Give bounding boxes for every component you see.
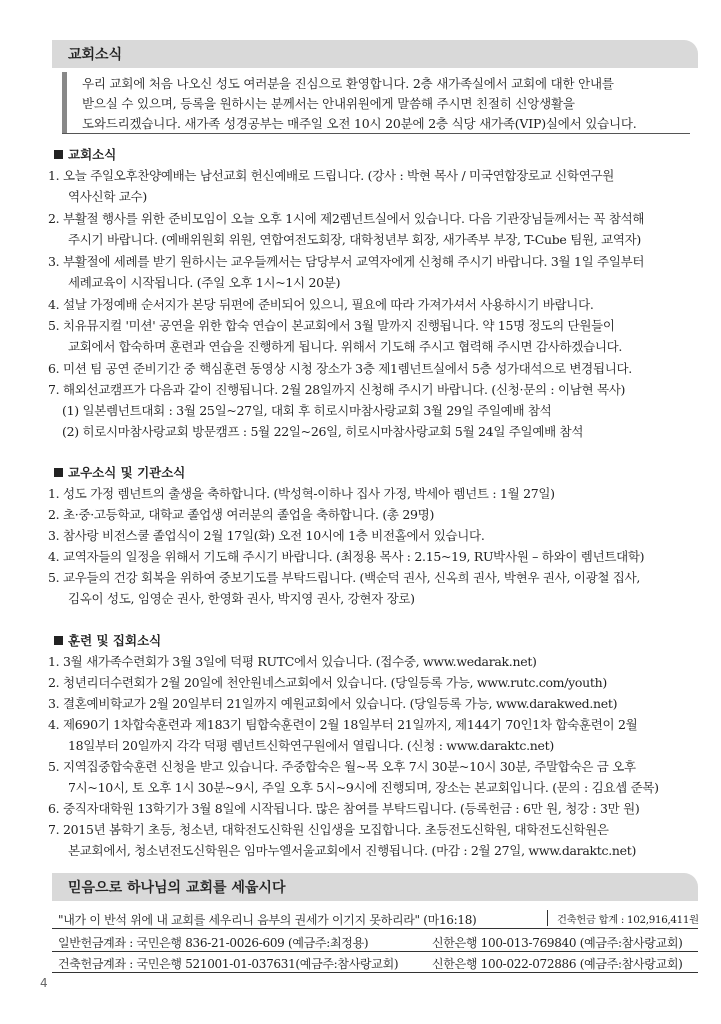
building-account-shinhan: 신한은행 100-022-072886 (예금주:참사랑교회) — [432, 957, 683, 971]
news-line: 3. 참사랑 비전스쿨 졸업식이 2월 17일(화) 오전 10시에 1층 비전홀에서 있습니다. — [48, 528, 485, 543]
member-news-heading — [54, 463, 185, 481]
news-line: 4. 제690기 1차합숙훈련과 제183기 팀합숙훈련이 2월 18일부터 21일까지, 제144기 70인1차 합숙훈련이 2월 — [48, 717, 638, 732]
news-line: 3. 부활절에 세례를 받기 원하시는 교우들께서는 담당부서 교역자에게 신청해 주시기 바랍니다. 3월 1일 주일부터 — [48, 254, 645, 269]
news-line: 역사신학 교수) — [68, 189, 147, 204]
news-line: 김옥이 성도, 임영순 권사, 한영화 권사, 박지영 권사, 강현자 장로) — [68, 591, 415, 606]
page-number: 4 — [40, 976, 48, 990]
building-fund-total: 건축헌금 합계 : 102,916,411원 — [557, 914, 699, 926]
news-line: 5. 치유뮤지컬 '미션' 공연을 위한 합숙 연습이 본교회에서 3월 말까지 진행됩니다. 약 15명 정도의 단원들이 — [48, 318, 615, 333]
news-line: (1) 일본렘넌트대회 : 3월 25일~27일, 대회 후 히로시마참사랑교회 3월 29일 주일예배 참석 — [62, 403, 552, 418]
welcome-line: 우리 교회에 처음 나오신 성도 여러분을 진심으로 환영합니다. 2층 새가족실에서 교회에 대한 안내를 — [82, 76, 614, 91]
news-line: 6. 미션 팀 공연 준비기간 중 핵심훈련 동영상 시청 장소가 3층 제1렘넌트실에서 5층 성가대석으로 변경됩니다. — [48, 361, 632, 376]
training-news-heading — [54, 631, 161, 649]
news-line: 교회에서 합숙하며 훈련과 연습을 진행하게 됩니다. 위해서 기도해 주시고 협력해 주시면 감사하겠습니다. — [68, 339, 623, 354]
header-title: 믿음으로 하나님의 교회를 세웁시다 — [68, 880, 286, 896]
news-line: 5. 지역집중합숙훈련 신청을 받고 있습니다. 주중합숙은 월~목 오후 7시 30분~10시 30분, 주말합숙은 금 오후 — [48, 759, 636, 774]
news-line: 4. 설날 가정예배 순서지가 본당 뒤편에 준비되어 있으니, 필요에 따라 가져가셔서 사용하시기 바랍니다. — [48, 297, 594, 312]
news-line: 1. 성도 가정 렘넌트의 출생을 축하합니다. (박성혁-이하나 집사 가정, 박세아 렘넌트 : 1월 27일) — [48, 486, 555, 501]
building-account-kookmin: 건축헌금계좌 : 국민은행 521001-01-037631(예금주:참사랑교회) — [58, 957, 399, 971]
section-header-motto — [52, 873, 698, 901]
church-news-heading — [54, 145, 116, 163]
news-line: 2. 부활절 행사를 위한 준비모임이 오늘 오후 1시에 제2렘넌트실에서 있습니다. 다음 기관장님들께서는 꼭 참석해 — [48, 211, 645, 226]
general-account-row — [52, 931, 698, 952]
section-title: 교회소식 — [68, 147, 117, 162]
building-account-row — [52, 952, 698, 973]
news-line: 3. 결혼예비학교가 2월 20일부터 21일까지 예원교회에서 있습니다. (당일등록 가능, www.darakwed.net) — [48, 696, 618, 711]
verse-text: "내가 이 반석 위에 내 교회를 세우리니 음부의 권세가 이기지 못하리라" (마16:18) — [58, 913, 477, 927]
news-line: 1. 3월 새가족수련회가 3월 3일에 덕평 RUTC에서 있습니다. (접수중, www.wedarak.net) — [48, 654, 537, 669]
header-title: 교회소식 — [68, 47, 123, 63]
verse-row — [52, 908, 698, 929]
bullet-square-icon — [54, 150, 63, 159]
news-line: 18일부터 20일까지 각각 덕평 렘넌트신학연구원에서 열립니다. (신청 : www.daraktc.net) — [68, 738, 554, 753]
news-line: 2. 초·중·고등학교, 대학교 졸업생 여러분의 졸업을 축하합니다. (총 29명) — [48, 507, 435, 522]
news-line: 6. 중직자대학원 13학기가 3월 8일에 시작됩니다. 많은 참여를 부탁드립니다. (등록헌금 : 6만 원, 청강 : 3만 원) — [48, 801, 640, 816]
news-line: (2) 히로시마참사랑교회 방문캠프 : 5월 22일~26일, 히로시마참사랑교회 5월 24일 주일예배 참석 — [62, 424, 584, 439]
news-line: 1. 오늘 주일오후찬양예배는 남선교회 헌신예배로 드립니다. (강사 : 박현 목사 / 미국연합장로교 신학연구원 — [48, 168, 615, 183]
section-header-church-news — [52, 40, 698, 68]
news-line: 5. 교우들의 건강 회복을 위하여 중보기도를 부탁드립니다. (백순덕 권사, 신옥희 권사, 박현우 권사, 이광철 집사, — [48, 570, 641, 585]
bullet-square-icon — [54, 636, 63, 645]
news-line: 세례교육이 시작됩니다. (주일 오후 1시~1시 20분) — [68, 275, 341, 290]
news-line: 주시기 바랍니다. (예배위원회 위원, 연합여전도회장, 대학청년부 회장, 새가족부 부장, T-Cube 팀원, 교역자) — [68, 232, 641, 247]
bullet-square-icon — [54, 468, 63, 477]
welcome-line: 도와드리겠습니다. 새가족 성경공부는 매주일 오전 10시 20분에 2층 식당 새가족(VIP)실에서 있습니다. — [82, 116, 637, 131]
section-title: 훈련 및 집회소식 — [68, 633, 162, 648]
welcome-box — [62, 72, 690, 134]
general-account-shinhan: 신한은행 100-013-769840 (예금주:참사랑교회) — [432, 936, 683, 950]
divider — [547, 910, 548, 926]
welcome-bar — [62, 72, 67, 133]
news-line: 본교회에서, 청소년전도신학원은 임마누엘서울교회에서 진행됩니다. (마감 : 2월 27일, www.daraktc.net) — [68, 843, 637, 858]
general-account-kookmin: 일반헌금계좌 : 국민은행 836-21-0026-609 (예금주:최정용) — [58, 936, 369, 950]
welcome-line: 받으실 수 있으며, 등록을 원하시는 분께서는 안내위원에게 말씀해 주시면 친절히 신앙생활을 — [82, 96, 575, 111]
news-line: 7시~10시, 토 오후 1시 30분~9시, 주일 오후 5시~9시에 진행되며, 장소는 본교회입니다. (문의 : 김요셉 준목) — [68, 780, 659, 795]
news-line: 7. 해외선교캠프가 다음과 같이 진행됩니다. 2월 28일까지 신청해 주시기 바랍니다. (신청·문의 : 이남현 목사) — [48, 382, 626, 397]
news-line: 7. 2015년 봄학기 초등, 청소년, 대학전도신학원 신입생을 모집합니다. 초등전도신학원, 대학전도신학원은 — [48, 822, 609, 837]
news-line: 2. 청년리더수련회가 2월 20일에 천안원네스교회에서 있습니다. (당일등록 가능, www.rutc.com/youth) — [48, 675, 607, 690]
news-line: 4. 교역자들의 일정을 위해서 기도해 주시기 바랍니다. (최정용 목사 : 2.15~19, RU박사원 – 하와이 렘넌트대학) — [48, 549, 645, 564]
section-title: 교우소식 및 기관소식 — [68, 465, 186, 480]
